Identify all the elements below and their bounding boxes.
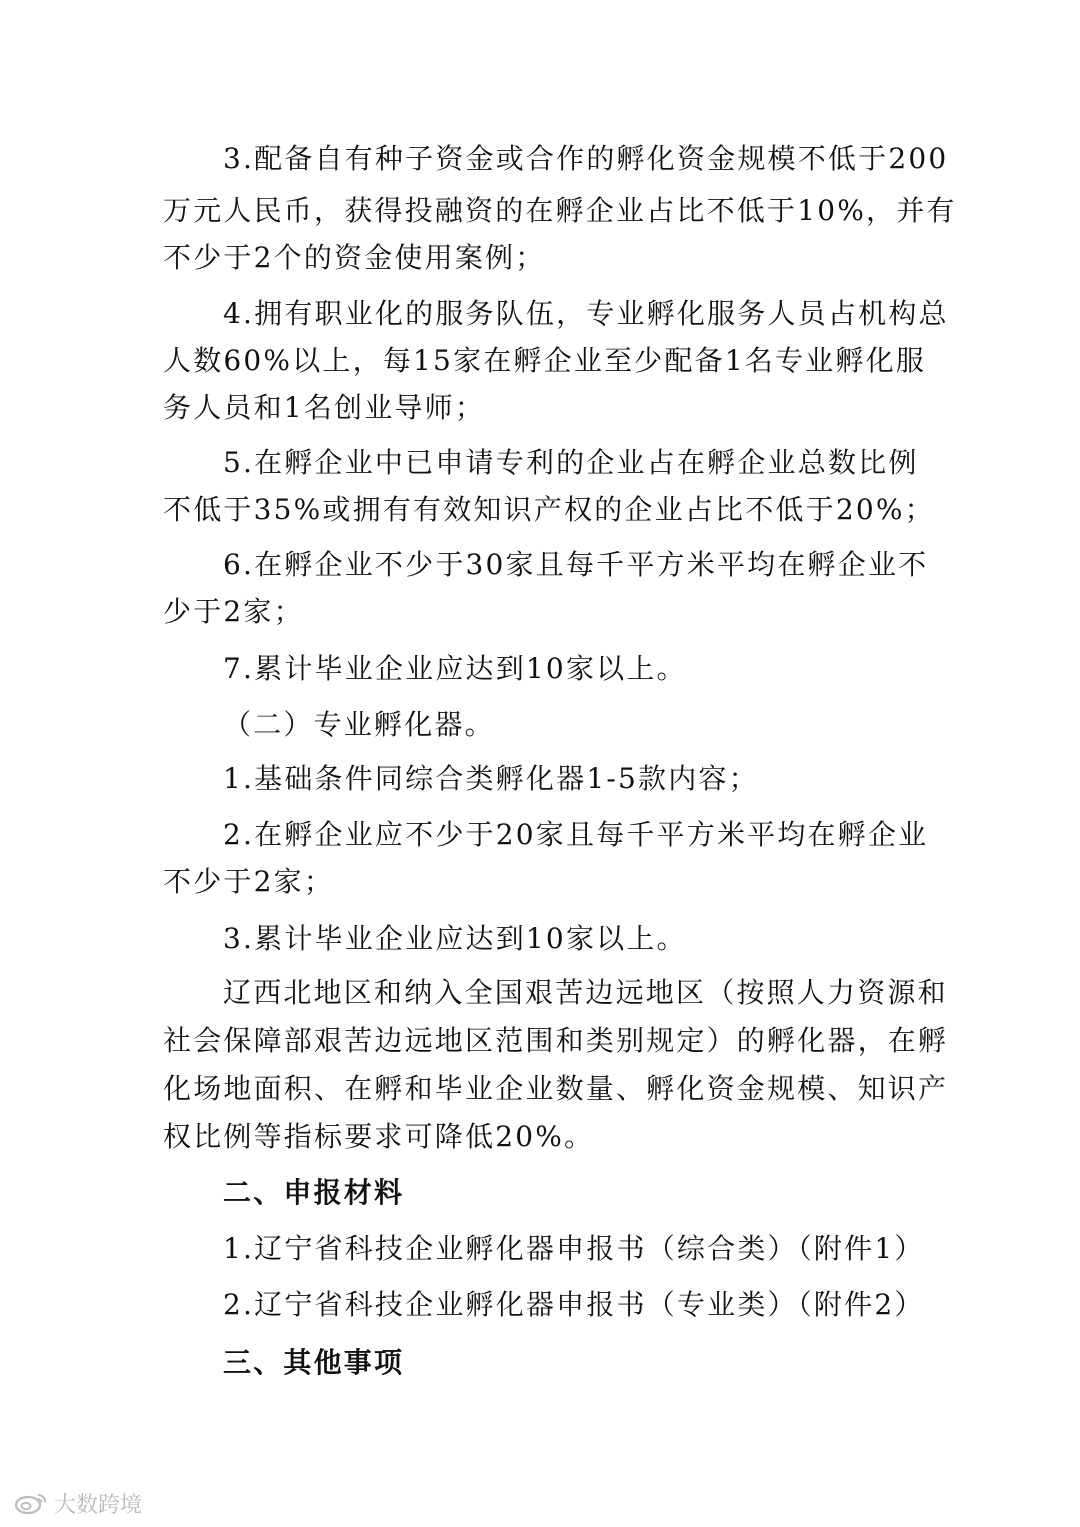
text-line: 2.在孵企业应不少于20家且每千平方米平均在孵企业 <box>223 818 929 851</box>
section-subheading: （二）专业孵化器。 <box>223 708 495 741</box>
text-line: 权比例等指标要求可降低20%。 <box>163 1120 595 1153</box>
list-item: 2.辽宁省科技企业孵化器申报书（专业类）（附件2） <box>223 1288 925 1321</box>
text-line: 万元人民币，获得投融资的在孵企业占比不低于10%，并有 <box>163 194 957 227</box>
section-heading: 三、其他事项 <box>223 1346 405 1379</box>
text-line: 人数60%以上，每15家在孵企业至少配备1名专业孵化服 <box>163 344 927 377</box>
text-line: 社会保障部艰苦边远地区范围和类别规定）的孵化器，在孵 <box>163 1024 949 1057</box>
text-line: 1.基础条件同综合类孵化器1-5款内容； <box>223 762 759 795</box>
text-line: 5.在孵企业中已申请专利的企业占在孵企业总数比例 <box>223 446 919 479</box>
text-line: 不少于2个的资金使用案例； <box>163 241 546 274</box>
text-line: 化场地面积、在孵和毕业企业数量、孵化资金规模、知识产 <box>163 1072 949 1105</box>
text-line: 不低于35%或拥有有效知识产权的企业占比不低于20%； <box>163 493 935 526</box>
text-line: 6.在孵企业不少于30家且每千平方米平均在孵企业不 <box>223 548 929 581</box>
text-line: 少于2家； <box>163 595 304 628</box>
list-item: 1.辽宁省科技企业孵化器申报书（综合类）（附件1） <box>223 1232 925 1265</box>
text-line: 不少于2家； <box>163 865 335 898</box>
text-line: 3.累计毕业企业应达到10家以上。 <box>223 922 687 955</box>
text-line: 务人员和1名创业导师； <box>163 391 486 424</box>
watermark <box>14 1488 142 1518</box>
weibo-style-logo-icon <box>14 1491 48 1515</box>
section-heading: 二、申报材料 <box>223 1176 405 1209</box>
watermark-text: 大数跨境 <box>54 1492 143 1518</box>
text-line: 4.拥有职业化的服务队伍，专业孵化服务人员占机构总 <box>223 297 949 330</box>
text-line: 7.累计毕业企业应达到10家以上。 <box>223 652 687 685</box>
text-line: 3.配备自有种子资金或合作的孵化资金规模不低于200 <box>223 142 949 175</box>
text-line: 辽西北地区和纳入全国艰苦边远地区（按照人力资源和 <box>223 976 948 1009</box>
